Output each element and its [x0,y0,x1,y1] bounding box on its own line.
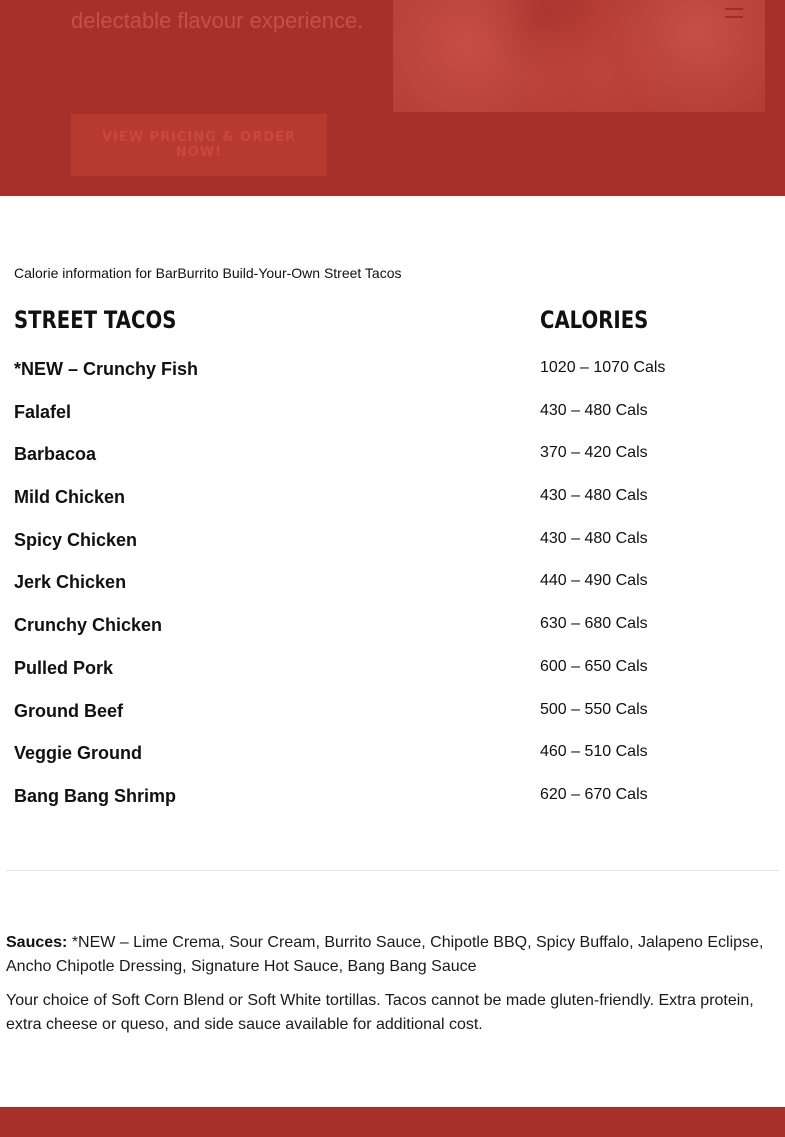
taco-name: Crunchy Chicken [14,615,163,636]
taco-calories: 460 – 510 Cals [540,743,648,761]
table-row [0,438,785,481]
taco-calories: 430 – 480 Cals [540,529,648,547]
taco-calories: 600 – 650 Cals [540,657,648,675]
taco-calories: 1020 – 1070 Cals [540,359,666,376]
hero-banner [0,0,785,196]
table-caption: Calorie information for BarBurrito Build-Your-Own Street Tacos [14,265,402,281]
taco-name: Ground Beef [14,700,124,721]
table-row [0,737,785,780]
image-detail [725,8,743,18]
taco-calories: 630 – 680 Cals [540,615,648,633]
sauces-note [6,931,766,979]
column-header-calories: CALORIES [540,306,649,334]
taco-calories: 430 – 480 Cals [540,487,648,505]
table-row [0,566,785,609]
taco-calories: 500 – 550 Cals [540,700,648,718]
column-header-street-tacos: STREET TACOS [14,306,177,334]
table-row [0,695,785,738]
taco-name: Barbacoa [14,444,97,465]
taco-name: *NEW – Crunchy Fish [14,359,199,379]
table-row [0,481,785,524]
table-row [0,524,785,567]
taco-name: Bang Bang Shrimp [14,785,177,806]
section-divider [6,870,779,871]
hero-food-image [393,0,765,112]
tortilla-note: Your choice of Soft Corn Blend or Soft White tortillas. Tacos cannot be made gluten-friendly. Extra protein, extra cheese or queso, and side sauce available for additional cost. [6,992,754,1033]
taco-name: Mild Chicken [14,487,126,508]
taco-name: Spicy Chicken [14,529,138,550]
taco-name: Pulled Pork [14,657,114,678]
table-row [0,353,785,396]
table-row [0,780,785,823]
taco-calories: 370 – 420 Cals [540,444,648,462]
taco-name: Veggie Ground [14,743,143,764]
footer-band [0,1107,785,1137]
calorie-table [0,353,785,823]
table-row [0,652,785,695]
sauces-list: *NEW – Lime Crema, Sour Cream, Burrito Sauce, Chipotle BBQ, Spicy Buffalo, Jalapeno Eclipse, Ancho Chipotle Dressing, Signature Hot Sauce, Bang Bang Sauce [6,934,764,975]
taco-name: Falafel [14,401,72,422]
taco-calories: 430 – 480 Cals [540,401,648,419]
menu-notes [6,931,766,1047]
taco-name: Jerk Chicken [14,572,127,593]
view-pricing-order-button[interactable]: VIEW PRICING & ORDER NOW! [71,114,327,176]
taco-calories: 620 – 670 Cals [540,785,648,803]
hero-text: delectable flavour experience. [71,8,364,33]
sauces-label: Sauces: [6,934,68,951]
table-row [0,396,785,439]
taco-calories: 440 – 490 Cals [540,572,648,590]
table-row [0,609,785,652]
